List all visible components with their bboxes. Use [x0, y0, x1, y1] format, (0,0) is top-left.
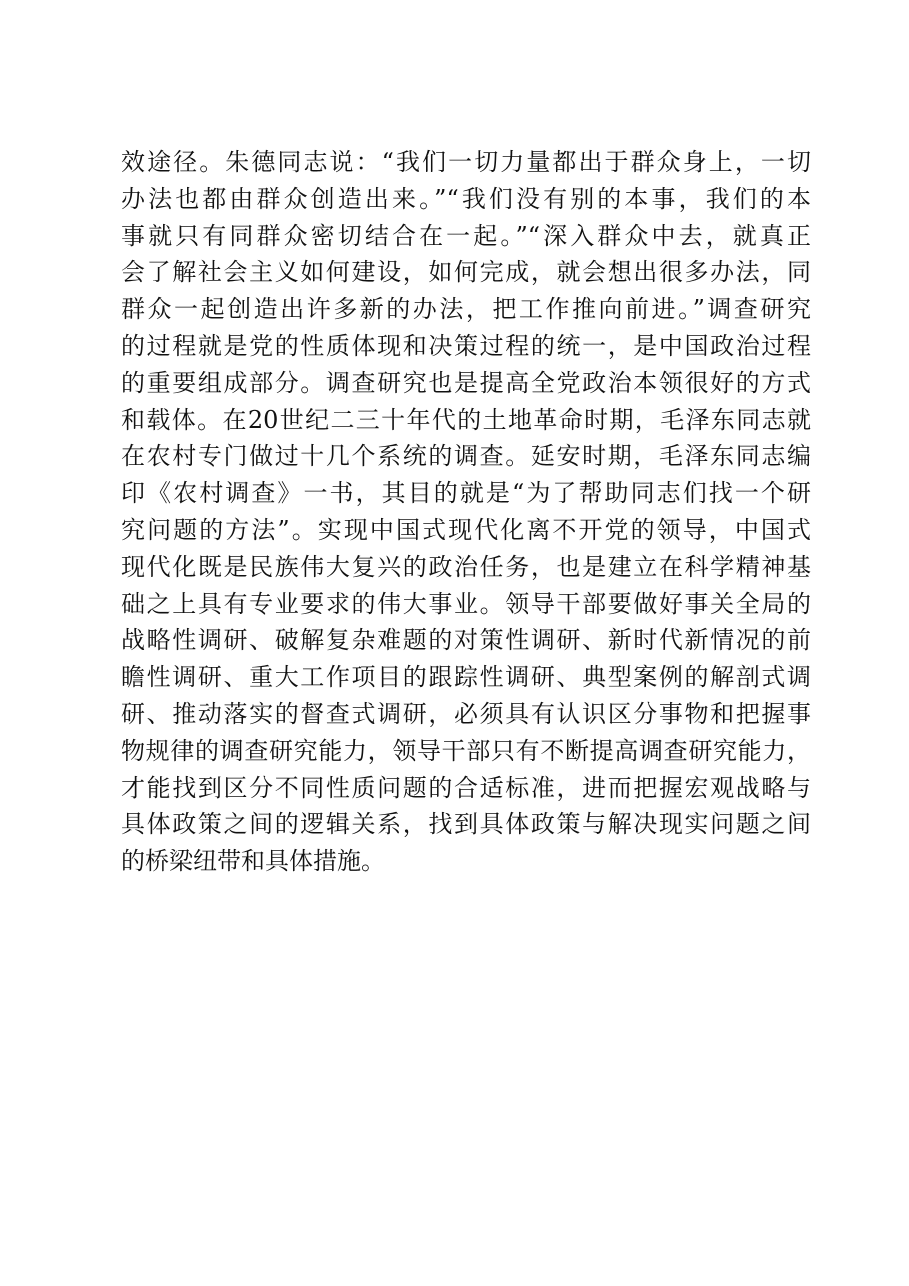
text-line: 才能找到区分不同性质问题的合适标准，进而把握宏观战略与	[121, 773, 811, 802]
text-line: 的重要组成部分。调查研究也是提高全党政治本领很好的方式	[121, 368, 811, 397]
text-line: 物规律的调查研究能力，领导干部只有不断提高调查研究能力，	[121, 736, 811, 765]
text-line: 的桥梁纽带和具体措施。	[121, 847, 385, 876]
text-line: 研、推动落实的督查式调研，必须具有认识区分事物和把握事	[121, 699, 811, 728]
text-line: 础之上具有专业要求的伟大事业。领导干部要做好事关全局的	[121, 589, 811, 618]
text-line: 群众一起创造出许多新的办法，把工作推向前进。”调查研究	[121, 295, 811, 324]
text-line: 在农村专门做过十几个系统的调查。延安时期，毛泽东同志编	[121, 442, 811, 471]
text-line: 瞻性调研、重大工作项目的跟踪性调研、典型案例的解剖式调	[121, 663, 811, 692]
text-line: 战略性调研、破解复杂难题的对策性调研、新时代新情况的前	[121, 626, 811, 655]
text-line: 事就只有同群众密切结合在一起。”“深入群众中去，就真正	[121, 221, 811, 250]
text-line: 效途径。朱德同志说：“我们一切力量都出于群众身上，一切	[121, 148, 811, 176]
text-line: 现代化既是民族伟大复兴的政治任务，也是建立在科学精神基	[121, 552, 811, 581]
text-line: 究问题的方法”。实现中国式现代化离不开党的领导，中国式	[121, 515, 811, 544]
text-line: 办法也都由群众创造出来。”“我们没有别的本事，我们的本	[121, 184, 811, 213]
body-paragraph	[121, 144, 811, 880]
text-line: 会了解社会主义如何建设，如何完成，就会想出很多办法，同	[121, 258, 811, 287]
text-line: 具体政策之间的逻辑关系，找到具体政策与解决现实问题之间	[121, 810, 811, 839]
text-line: 的过程就是党的性质体现和决策过程的统一，是中国政治过程	[121, 331, 811, 360]
text-line: 印《农村调查》一书，其目的就是“为了帮助同志们找一个研	[121, 479, 811, 508]
text-line: 和载体。在20世纪二三十年代的土地革命时期，毛泽东同志就	[121, 405, 811, 434]
